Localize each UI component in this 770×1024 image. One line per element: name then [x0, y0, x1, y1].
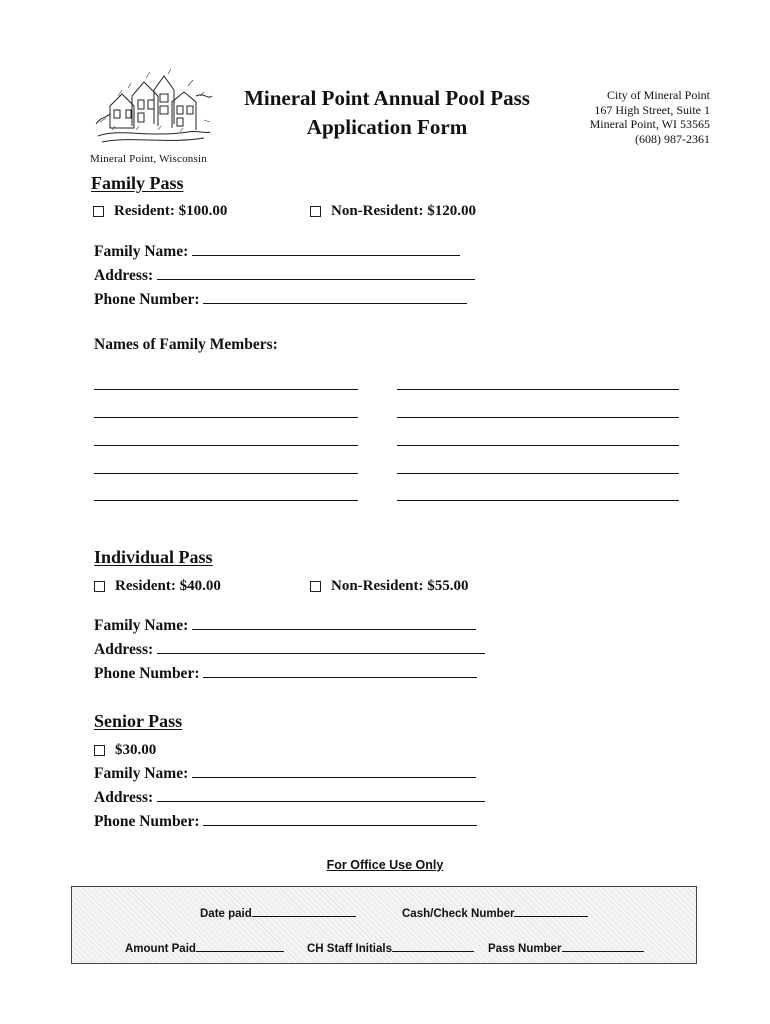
individual-phone-input-line[interactable]: [203, 663, 477, 678]
city-street: 167 High Street, Suite 1: [594, 102, 710, 117]
amount-paid-label: Amount Paid: [125, 943, 196, 955]
individual-resident-option[interactable]: [94, 578, 221, 595]
senior-option[interactable]: [94, 742, 156, 759]
individual-nonresident-checkbox[interactable]: [310, 581, 321, 592]
family-member-line[interactable]: [397, 417, 679, 418]
senior-phone-label: Phone Number:: [94, 813, 200, 830]
individual-resident-checkbox[interactable]: [94, 581, 105, 592]
city-name: City of Mineral Point: [607, 88, 710, 102]
family-member-line[interactable]: [397, 473, 679, 474]
family-nonresident-option[interactable]: [310, 203, 476, 220]
family-member-line[interactable]: [397, 500, 679, 501]
amount-paid-line[interactable]: [196, 941, 284, 952]
family-phone-field[interactable]: [94, 288, 467, 312]
form-title: [226, 84, 548, 142]
family-member-line[interactable]: [94, 445, 358, 446]
senior-address-input-line[interactable]: [157, 787, 485, 802]
staff-initials-line[interactable]: [392, 941, 474, 952]
family-name-input-line[interactable]: [192, 241, 460, 256]
cash-check-field[interactable]: [402, 906, 588, 920]
title-line-2: Application Form: [306, 115, 468, 139]
city-phone: (608) 987-2361: [635, 131, 710, 146]
logo-caption: Mineral Point, Wisconsin: [90, 153, 207, 165]
city-town: Mineral Point, WI 53565: [589, 117, 710, 131]
senior-price-label: $30.00: [115, 742, 157, 758]
cash-check-label: Cash/Check Number: [402, 908, 515, 920]
family-name-field[interactable]: [94, 240, 460, 264]
city-logo: [88, 66, 220, 164]
individual-phone-field[interactable]: [94, 662, 477, 686]
pass-number-line[interactable]: [562, 941, 644, 952]
senior-address-label: Address:: [94, 789, 154, 806]
family-member-line[interactable]: [94, 417, 358, 418]
individual-pass-heading: Individual Pass: [94, 547, 213, 567]
office-use-box: [71, 886, 697, 964]
family-resident-label: Resident: $100.00: [114, 203, 228, 219]
mineral-point-sketch-icon: [88, 66, 220, 164]
family-phone-input-line[interactable]: [203, 289, 467, 304]
family-nonresident-checkbox[interactable]: [310, 206, 321, 217]
family-pass-heading: Family Pass: [91, 173, 184, 193]
city-address: [560, 88, 710, 146]
individual-nonresident-option[interactable]: [310, 578, 469, 595]
senior-name-label: Family Name:: [94, 765, 189, 782]
individual-name-field[interactable]: [94, 614, 476, 638]
family-resident-checkbox[interactable]: [93, 206, 104, 217]
family-members-label: Names of Family Members:: [94, 336, 278, 353]
family-address-field[interactable]: [94, 264, 475, 288]
individual-address-field[interactable]: [94, 638, 485, 662]
family-member-line[interactable]: [94, 500, 358, 501]
family-member-line[interactable]: [397, 389, 679, 390]
family-member-line[interactable]: [94, 473, 358, 474]
title-line-1: Mineral Point Annual Pool Pass: [244, 86, 530, 110]
date-paid-label: Date paid: [200, 908, 252, 920]
individual-nonresident-label: Non-Resident: $55.00: [331, 578, 469, 594]
senior-checkbox[interactable]: [94, 745, 105, 756]
family-member-line[interactable]: [94, 389, 358, 390]
date-paid-line[interactable]: [252, 906, 356, 917]
pass-number-field[interactable]: [488, 941, 644, 955]
senior-address-field[interactable]: [94, 786, 485, 810]
family-nonresident-label: Non-Resident: $120.00: [331, 203, 476, 219]
individual-resident-label: Resident: $40.00: [115, 578, 221, 594]
individual-address-input-line[interactable]: [157, 639, 485, 654]
family-address-input-line[interactable]: [157, 265, 475, 280]
family-phone-label: Phone Number:: [94, 291, 200, 308]
individual-name-input-line[interactable]: [192, 615, 476, 630]
family-address-label: Address:: [94, 267, 154, 284]
individual-name-label: Family Name:: [94, 617, 189, 634]
amount-paid-field[interactable]: [125, 941, 284, 955]
family-member-line[interactable]: [397, 445, 679, 446]
staff-initials-label: CH Staff Initials: [307, 943, 392, 955]
family-resident-option[interactable]: [93, 203, 227, 220]
senior-name-field[interactable]: [94, 762, 476, 786]
date-paid-field[interactable]: [200, 906, 356, 920]
senior-pass-heading: Senior Pass: [94, 711, 183, 731]
cash-check-line[interactable]: [514, 906, 588, 917]
staff-initials-field[interactable]: [307, 941, 474, 955]
senior-phone-input-line[interactable]: [203, 811, 477, 826]
family-name-label: Family Name:: [94, 243, 189, 260]
individual-phone-label: Phone Number:: [94, 665, 200, 682]
individual-address-label: Address:: [94, 641, 154, 658]
pass-number-label: Pass Number: [488, 943, 562, 955]
office-use-heading: For Office Use Only: [326, 858, 444, 872]
senior-name-input-line[interactable]: [192, 763, 476, 778]
senior-phone-field[interactable]: [94, 810, 477, 834]
